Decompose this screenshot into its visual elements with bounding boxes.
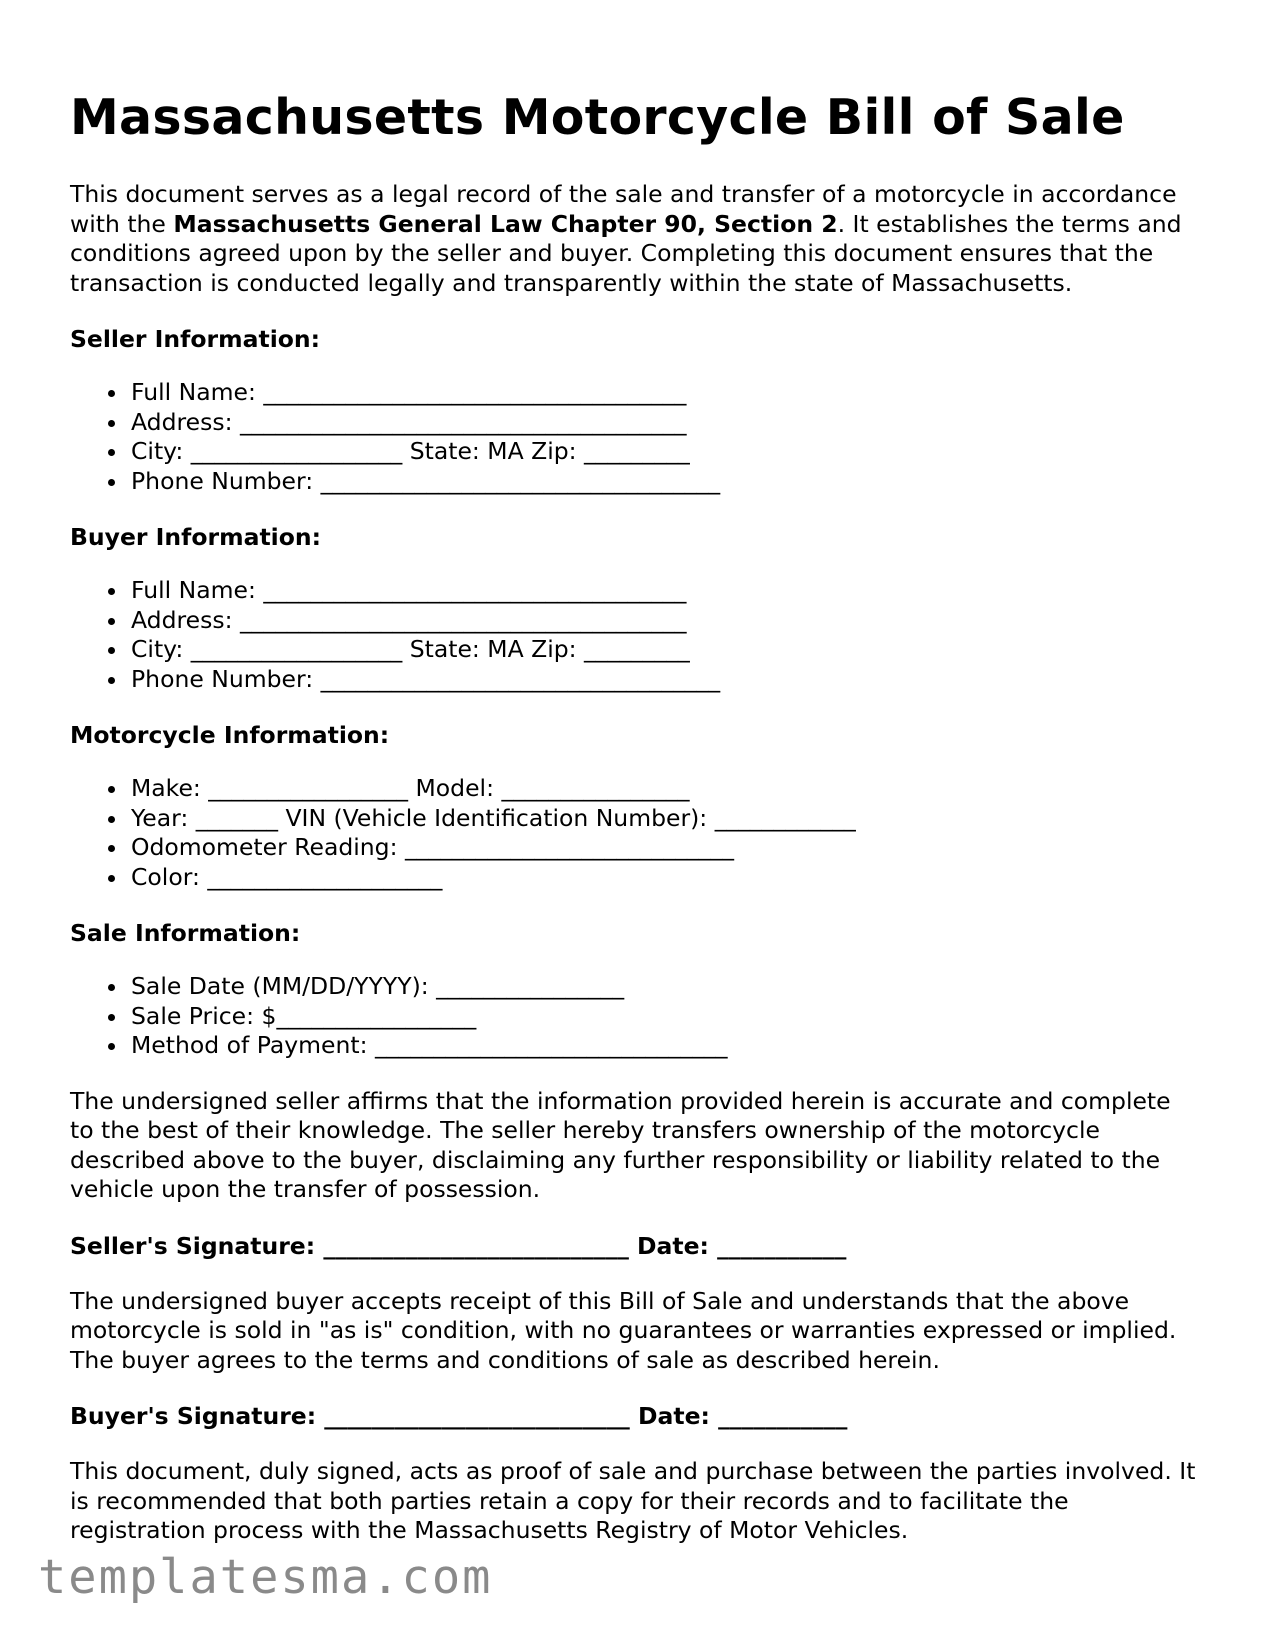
intro-text-before: This document serves as a legal record of the sale and transfer of a motorcycle in accordance with the bbox=[70, 180, 1177, 238]
make-model-field[interactable]: Make: _________________ Model: ________________ bbox=[131, 774, 1200, 804]
odometer-field[interactable]: Odomometer Reading: ____________________________ bbox=[131, 833, 1200, 863]
document-page bbox=[70, 88, 1200, 1546]
seller-signature-line[interactable]: Seller's Signature: __________________________ Date: ___________ bbox=[70, 1231, 847, 1260]
seller-heading: Seller Information: bbox=[70, 325, 321, 353]
watermark: templatesma.com bbox=[38, 1550, 493, 1605]
sale-fields bbox=[70, 972, 1200, 1061]
sale-price-field[interactable]: Sale Price: $_________________ bbox=[131, 1002, 1200, 1032]
intro-law-reference: Massachusetts General Law Chapter 90, Section 2 bbox=[173, 209, 838, 238]
buyer-full-name-field[interactable]: Full Name: ____________________________________ bbox=[131, 576, 1200, 606]
sale-date-field[interactable]: Sale Date (MM/DD/YYYY): ________________ bbox=[131, 972, 1200, 1002]
seller-full-name-field[interactable]: Full Name: ____________________________________ bbox=[131, 378, 1200, 408]
motorcycle-fields bbox=[70, 774, 1200, 892]
sale-heading: Sale Information: bbox=[70, 919, 301, 947]
closing-paragraph: This document, duly signed, acts as proof of sale and purchase between the parties involved. It is recommended that both parties retain a copy for their records and to facilitate the registration process with the Massachusetts Registry of Motor Vehicles. bbox=[70, 1457, 1196, 1544]
seller-phone-field[interactable]: Phone Number: __________________________________ bbox=[131, 467, 1200, 497]
intro-paragraph bbox=[70, 180, 1200, 298]
buyer-signature-line[interactable]: Buyer's Signature: __________________________ Date: ___________ bbox=[70, 1402, 848, 1430]
buyer-city-state-zip-field[interactable]: City: __________________ State: MA Zip: _________ bbox=[131, 635, 1200, 665]
buyer-acceptance-paragraph: The undersigned buyer accepts receipt of this Bill of Sale and understands that the above motorcycle is sold in "as is" condition, with no guarantees or warranties expressed or implied. The buyer agrees to the terms and conditions of sale as described herein. bbox=[70, 1286, 1177, 1374]
intro-text-after: . It establishes the terms and conditions agreed upon by the seller and buyer. Completing this document ensures that the transaction is conducted legally and transparently within the state of Massachusetts. bbox=[70, 209, 1182, 297]
buyer-address-field[interactable]: Address: ______________________________________ bbox=[131, 606, 1200, 636]
seller-fields bbox=[70, 378, 1200, 496]
buyer-heading: Buyer Information: bbox=[70, 523, 322, 551]
payment-method-field[interactable]: Method of Payment: ______________________________ bbox=[131, 1031, 1200, 1061]
buyer-fields bbox=[70, 576, 1200, 694]
seller-city-state-zip-field[interactable]: City: __________________ State: MA Zip: _________ bbox=[131, 437, 1200, 467]
color-field[interactable]: Color: ____________________ bbox=[131, 863, 1200, 893]
seller-affirmation-paragraph: The undersigned seller affirms that the information provided herein is accurate and complete to the best of their knowledge. The seller hereby transfers ownership of the motorcycle described above to the buyer, disclaiming any further responsibility or liability related to the vehicle upon the transfer of possession. bbox=[70, 1086, 1171, 1203]
seller-address-field[interactable]: Address: ______________________________________ bbox=[131, 408, 1200, 438]
buyer-phone-field[interactable]: Phone Number: __________________________________ bbox=[131, 665, 1200, 695]
year-vin-field[interactable]: Year: _______ VIN (Vehicle Identification Number): ____________ bbox=[131, 804, 1200, 834]
motorcycle-heading: Motorcycle Information: bbox=[70, 721, 390, 749]
page-title: Massachusetts Motorcycle Bill of Sale bbox=[70, 89, 1125, 146]
